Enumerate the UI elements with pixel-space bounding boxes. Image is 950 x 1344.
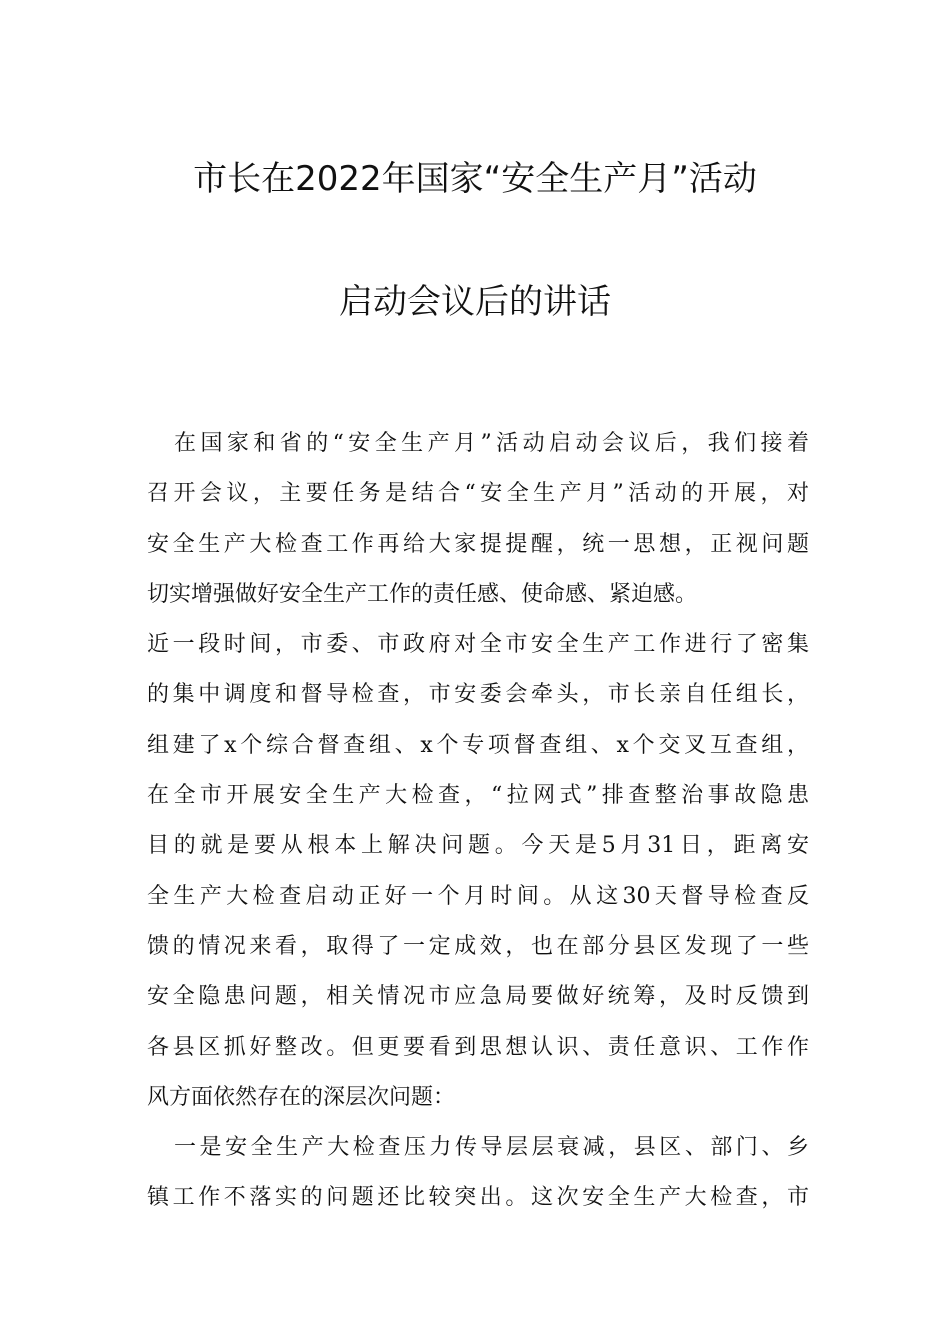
document-title-line-2: 启动会议后的讲话 <box>339 282 611 322</box>
document-body <box>147 419 809 1224</box>
body-line: 风方面依然存在的深层次问题： <box>147 1084 456 1110</box>
body-line: 切实增强做好安全生产工作的责任感、使命感、紧迫感。 <box>147 581 698 607</box>
body-line: 组建了x个综合督查组、x个专项督查组、x个交叉互查组， <box>147 732 809 758</box>
document-title-line-1: 市长在2022年国家“安全生产月”活动 <box>193 159 757 199</box>
body-line: 馈的情况来看，取得了一定成效，也在部分县区发现了一些 <box>147 933 809 959</box>
body-line: 安全生产大检查工作再给大家提提醒，统一思想，正视问题 <box>147 531 809 557</box>
body-line: 在全市开展安全生产大检查，“拉网式”排查整治事故隐患 <box>147 783 809 809</box>
body-line: 召开会议，主要任务是结合“安全生产月”活动的开展，对 <box>147 481 809 507</box>
body-line: 各县区抓好整改。但更要看到思想认识、责任意识、工作作 <box>147 1034 809 1060</box>
body-line: 安全隐患问题，相关情况市应急局要做好统筹，及时反馈到 <box>147 984 809 1010</box>
body-line: 近一段时间，市委、市政府对全市安全生产工作进行了密集 <box>147 632 809 658</box>
body-line: 一是安全生产大检查压力传导层层衰减，县区、部门、乡 <box>174 1135 809 1161</box>
body-line: 全生产大检查启动正好一个月时间。从这30天督导检查反 <box>147 883 809 909</box>
body-line: 在国家和省的“安全生产月”活动启动会议后，我们接着 <box>174 431 809 456</box>
body-line: 目的就是要从根本上解决问题。今天是5月31日，距离安 <box>147 833 809 859</box>
body-line: 的集中调度和督导检查，市安委会牵头，市长亲自任组长， <box>147 682 809 708</box>
body-line: 镇工作不落实的问题还比较突出。这次安全生产大检查，市 <box>147 1185 809 1211</box>
